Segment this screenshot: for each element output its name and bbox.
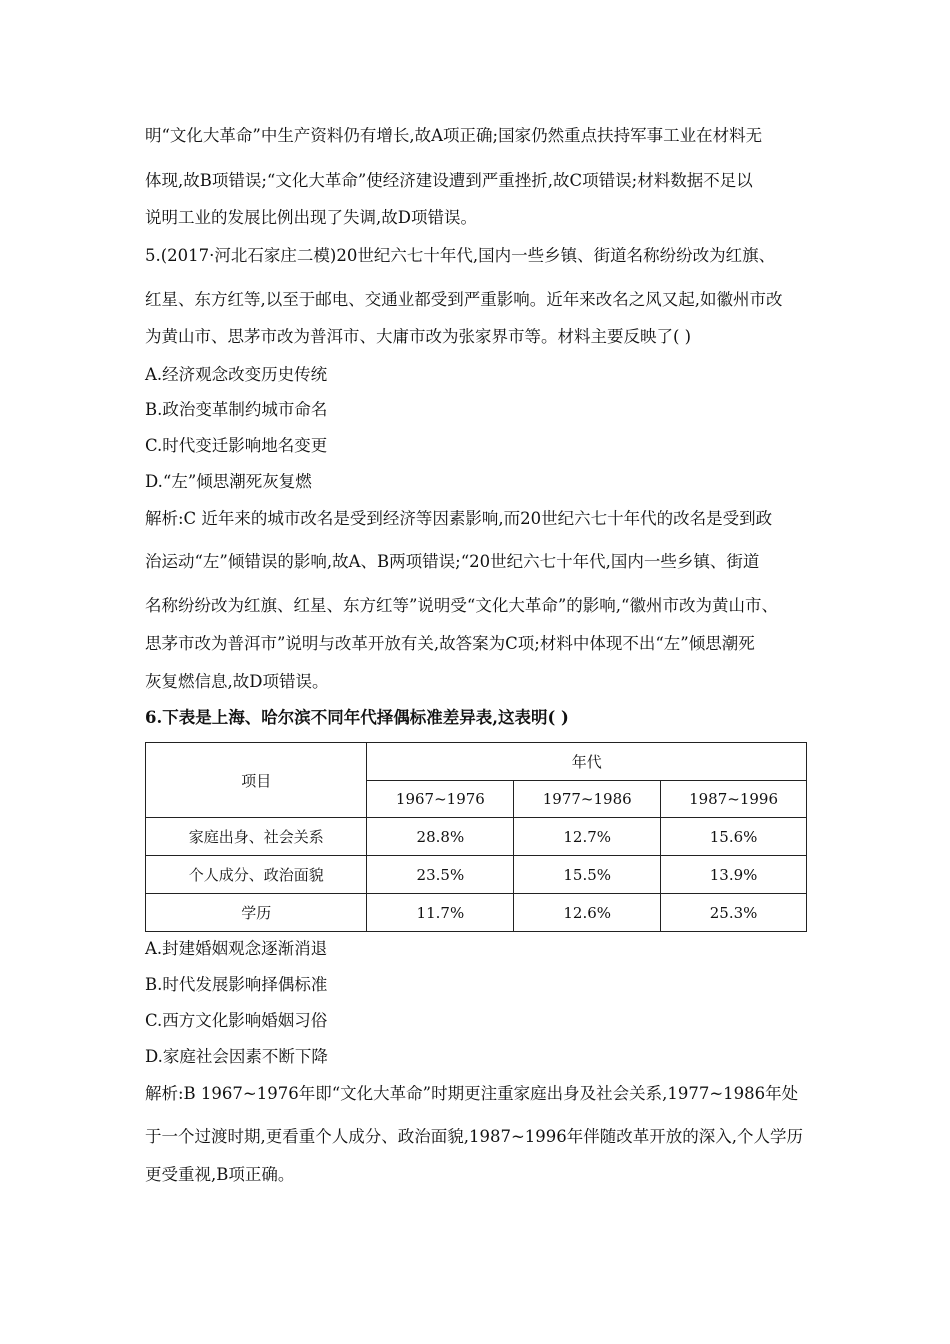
- text-line: 红星、东方红等,以至于邮电、交通业都受到严重影响。近年来改名之风又起,如徽州市改: [145, 290, 783, 309]
- table-cell: 25.3%: [661, 894, 807, 932]
- text-line: 体现,故B项错误;“文化大革命”使经济建设遭到严重挫折,故C项错误;材料数据不足以: [145, 171, 753, 190]
- period-header: 1977~1986: [514, 781, 661, 818]
- spouse-criteria-table: [145, 742, 807, 932]
- text-line: 更受重视,B项正确。: [145, 1165, 295, 1184]
- text-line: 名称纷纷改为红旗、红星、东方红等”说明受“文化大革命”的影响,“徽州市改为黄山市、: [145, 596, 778, 615]
- table-cell: 15.5%: [514, 856, 661, 894]
- analysis-6: 解析:B 1967~1976年即“文化大革命”时期更注重家庭出身及社会关系,1977~1986年处: [145, 1084, 799, 1103]
- text-line: 为黄山市、思茅市改为普洱市、大庸市改为张家界市等。材料主要反映了( ): [145, 327, 692, 346]
- question-5-stem: 5.(2017·河北石家庄二模)20世纪六七十年代,国内一些乡镇、街道名称纷纷改为红旗、: [145, 246, 776, 265]
- option-b: B.时代发展影响择偶标准: [145, 975, 328, 994]
- table-cell: 15.6%: [661, 818, 807, 856]
- option-b: B.政治变革制约城市命名: [145, 400, 328, 419]
- option-d: D.家庭社会因素不断下降: [145, 1047, 328, 1066]
- row-label: 学历: [146, 894, 367, 932]
- option-d: D.“左”倾思潮死灰复燃: [145, 472, 312, 491]
- option-c: C.时代变迁影响地名变更: [145, 436, 328, 455]
- header-item-cell: 项目: [146, 743, 367, 818]
- table-row: [146, 856, 807, 894]
- table-cell: 11.7%: [367, 894, 514, 932]
- option-a: A.经济观念改变历史传统: [145, 365, 328, 384]
- table-cell: 23.5%: [367, 856, 514, 894]
- table-cell: 13.9%: [661, 856, 807, 894]
- table-cell: 28.8%: [367, 818, 514, 856]
- text-line: 思茅市改为普洱市”说明与改革开放有关,故答案为C项;材料中体现不出“左”倾思潮死: [145, 634, 755, 653]
- option-a: A.封建婚姻观念逐渐消退: [145, 939, 328, 958]
- row-label: 家庭出身、社会关系: [146, 818, 367, 856]
- question-6-stem: 6.下表是上海、哈尔滨不同年代择偶标准差异表,这表明( ): [145, 708, 569, 727]
- period-header: 1967~1976: [367, 781, 514, 818]
- text-line: 明“文化大革命”中生产资料仍有增长,故A项正确;国家仍然重点扶持军事工业在材料无: [145, 126, 763, 145]
- text-line: 治运动“左”倾错误的影响,故A、B两项错误;“20世纪六七十年代,国内一些乡镇、街道: [145, 552, 760, 571]
- text-line: 说明工业的发展比例出现了失调,故D项错误。: [145, 208, 477, 227]
- text-line: 于一个过渡时期,更看重个人成分、政治面貌,1987~1996年伴随改革开放的深入,个人学历: [145, 1127, 804, 1146]
- table-row: [146, 818, 807, 856]
- header-era-cell: 年代: [367, 743, 807, 781]
- table-cell: 12.7%: [514, 818, 661, 856]
- option-c: C.西方文化影响婚姻习俗: [145, 1011, 328, 1030]
- period-header: 1987~1996: [661, 781, 807, 818]
- row-label: 个人成分、政治面貌: [146, 856, 367, 894]
- text-line: 灰复燃信息,故D项错误。: [145, 672, 329, 691]
- table-cell: 12.6%: [514, 894, 661, 932]
- table-row: [146, 894, 807, 932]
- analysis-5: 解析:C 近年来的城市改名是受到经济等因素影响,而20世纪六七十年代的改名是受到政: [145, 509, 773, 528]
